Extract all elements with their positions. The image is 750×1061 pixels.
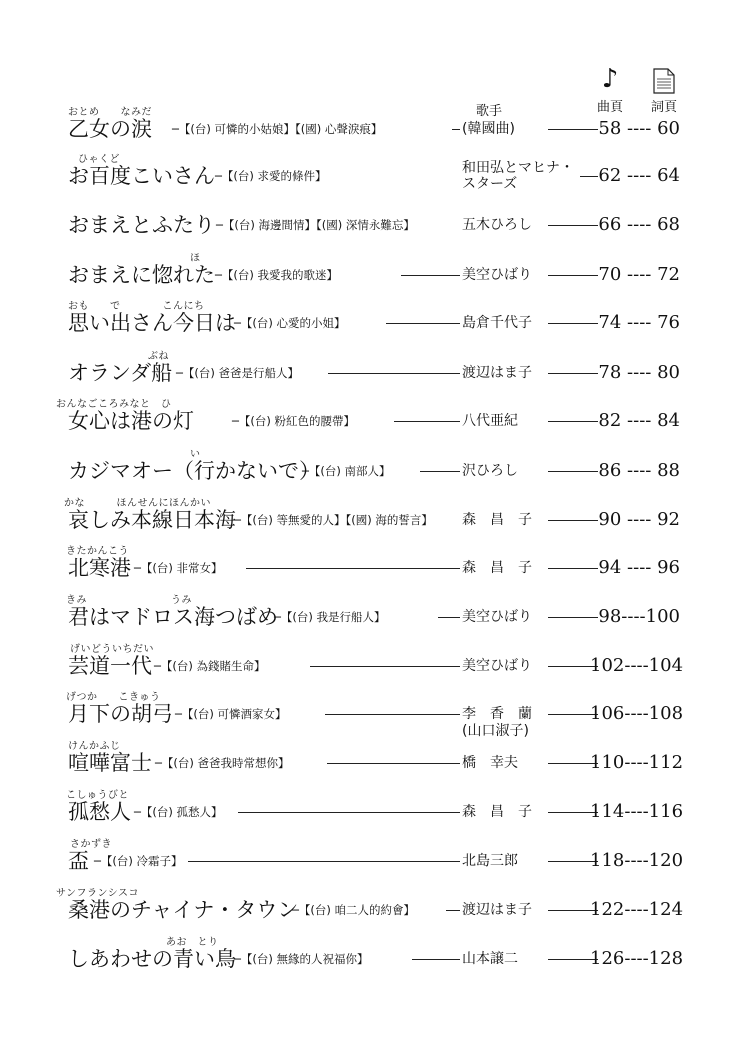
song-row [0,494,750,543]
title-ruby: おんなごころみなと ひ [56,399,172,410]
page-numbers: 70 ---- 72 [598,264,680,285]
song-alt-titles: ─【(台) 海邊間情】【(國) 深情永難忘】 [216,218,415,232]
song-row [0,835,750,884]
singer-name: 北島三郎 [462,853,518,869]
song-title: 芸道一代 [68,654,152,678]
title-ruby: かな ほんせんにほんかい [64,498,211,509]
song-alt-titles: ─【(台) 爸爸我時常想你】 [155,756,290,770]
song-row [0,395,750,444]
song-alt-titles: ─【(台) 南部人】 [302,464,391,478]
lyrics-document-icon [653,68,675,94]
page-numbers: 106----108 [590,703,684,724]
title-ruby: おも で こんにち [68,301,205,312]
page-numbers: 86 ---- 88 [598,460,680,481]
title-ruby: げつか こきゅう [66,692,161,703]
page-numbers: 126----128 [590,948,684,969]
song-title: 乙女の涙 [68,117,152,141]
leader-line [188,861,460,862]
leader-line [401,275,460,276]
song-alt-titles: ─【(台) 可憐酒家女】 [175,707,287,721]
leader-line [386,323,460,324]
song-row [0,150,750,199]
page-numbers: 66 ---- 68 [598,214,680,235]
leader-line [328,373,460,374]
singer-name-line2: スターズ [462,176,518,192]
singer-name: 島倉千代子 [462,315,532,331]
title-ruby: ひゃくど [78,154,120,165]
leader-line [420,471,460,472]
singer-name: 美空ひばり [462,658,532,674]
page-numbers: 90 ---- 92 [598,509,680,530]
leader-line [452,129,460,130]
leader-line [438,617,460,618]
title-ruby: おとめ なみだ [68,107,152,118]
page-numbers: 118----120 [590,850,684,871]
music-page-label: 曲頁 [596,100,623,115]
song-alt-titles: ─【(台) 心愛的小姐】 [234,316,346,330]
song-title: オランダ船 [68,361,173,385]
title-ruby: ほ [190,253,201,264]
singer-name: 五木ひろし [462,217,532,233]
singer-name: 渡辺はま子 [462,902,532,918]
song-row [0,591,750,640]
singer-name: 山本譲二 [462,951,518,967]
page-numbers: 102----104 [590,655,684,676]
singer-name: 和田弘とマヒナ・ [462,160,574,176]
singer-name-line2: (山口淑子) [462,723,529,739]
song-alt-titles: ─【(台) 無緣的人祝福你】 [234,952,369,966]
title-ruby: きみ うみ [66,595,192,606]
song-alt-titles: ─【(台) 非常女】 [134,561,223,575]
song-row [0,737,750,786]
title-ruby: あお とり [166,937,219,948]
title-ruby: サンフランシスコ [56,888,139,899]
song-row [0,933,750,982]
leader-line [238,812,460,813]
page-numbers: 98----100 [598,606,680,627]
leader-line [412,959,460,960]
song-row [0,786,750,835]
singer-name: 森 昌 子 [462,560,532,576]
song-row [0,103,750,152]
song-row [0,249,750,298]
song-title: お百度こいさん [68,164,215,188]
leader-line [446,910,460,911]
title-ruby: い [190,449,201,460]
song-row [0,199,750,248]
song-alt-titles: ─【(台) 粉紅色的腰帶】 [232,414,356,428]
song-alt-titles: ─【(台) 等無愛的人】【(國) 海的誓言】 [234,513,433,527]
song-row [0,297,750,346]
song-alt-titles: ─【(台) 為錢賭生命】 [154,659,266,673]
song-alt-titles: ─【(台) 咱二人的約會】 [292,903,416,917]
page-numbers: 82 ---- 84 [598,410,680,431]
song-title: 哀しみ本線日本海 [68,508,236,532]
song-alt-titles: ─【(台) 冷霜子】 [94,854,183,868]
leader-line [327,763,460,764]
song-title: しあわせの青い鳥 [68,947,236,971]
page-numbers: 78 ---- 80 [598,362,680,383]
singer-label: 歌手 [475,104,502,119]
singer-name: 森 昌 子 [462,512,532,528]
song-title: カジマオー（行かないで） [68,459,320,483]
lyrics-page-label: 詞頁 [650,100,677,115]
song-title: 孤愁人 [68,800,131,824]
song-alt-titles: ─【(台) 我愛我的歌迷】 [215,268,339,282]
song-title: 盃 [68,849,89,873]
title-ruby: さかずき [70,839,112,850]
singer-name: 美空ひばり [462,609,532,625]
song-row [0,640,750,689]
song-row [0,542,750,591]
page-numbers: 74 ---- 76 [598,312,680,333]
song-alt-titles: ─【(台) 可憐的小姑娘】【(國) 心聲淚痕】 [172,122,383,136]
song-row [0,445,750,494]
song-title: 月下の胡弓 [68,702,173,726]
singer-name: 森 昌 子 [462,804,532,820]
song-row [0,884,750,933]
singer-name: 橋 幸夫 [462,755,518,771]
song-title: 桑港のチャイナ・タウン [68,898,299,922]
song-row [0,688,750,737]
song-title: おまえとふたり [68,213,215,237]
page-numbers: 58 ---- 60 [598,118,680,139]
title-ruby: けんかふじ [68,741,121,752]
leader-line [246,568,460,569]
song-title: 北寒港 [68,556,131,580]
page-numbers: 114----116 [590,801,684,822]
song-alt-titles: ─【(台) 我是行船人】 [274,610,386,624]
singer-name: 八代亜紀 [462,413,518,429]
song-alt-titles: ─【(台) 求愛的條件】 [215,169,327,183]
song-title: 思い出さん今日は [68,311,236,335]
leader-line [325,714,460,715]
title-ruby: げいどういちだい [70,644,154,655]
song-alt-titles: ─【(台) 爸爸是行船人】 [176,366,300,380]
song-title: おまえに惚れた [68,263,215,287]
singer-name: 渡辺はま子 [462,365,532,381]
song-row [0,347,750,396]
song-alt-titles: ─【(台) 孤愁人】 [134,805,223,819]
singer-name: 李 香 蘭 [462,706,532,722]
title-ruby: きたかんこう [66,546,129,557]
song-title: 君はマドロス海つばめ [68,605,278,629]
song-title: 女心は港の灯 [68,409,194,433]
leader-line [394,421,460,422]
singer-name: 美空ひばり [462,267,532,283]
page-numbers: 62 ---- 64 [598,165,680,186]
page-numbers: 122----124 [590,899,684,920]
singer-name: 沢ひろし [462,463,518,479]
music-note-icon: ♪ [601,64,619,94]
page-numbers: 94 ---- 96 [598,557,680,578]
title-ruby: ぶね [148,351,169,362]
leader-line [310,666,460,667]
song-title: 喧嘩富士 [68,751,152,775]
title-ruby: こしゅうびと [66,790,129,801]
singer-name: (韓國曲) [462,121,515,137]
page-numbers: 110----112 [590,752,684,773]
